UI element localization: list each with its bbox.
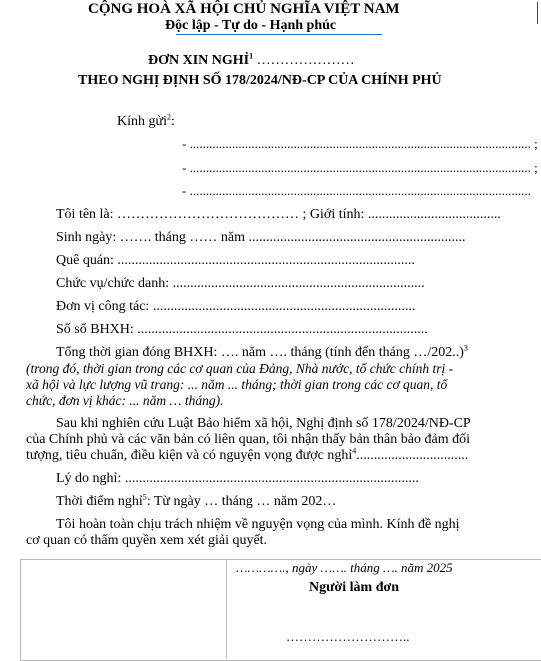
- study-line-3-dots: ................................: [356, 448, 469, 463]
- study-line-1: Sau khi nghiên cứu Luật Bảo hiểm xã hội, Nghị định số 178/2024/NĐ-CP: [56, 416, 471, 431]
- field-hometown: Quê quán: .....................................................................................: [56, 253, 415, 268]
- motto: Độc lập - Tự do - Hạnh phúc: [165, 18, 337, 33]
- form-title-dots: …………………: [253, 53, 355, 68]
- insurance-total-text: Tổng thời gian đóng BHXH: …. năm …. tháng (tính đến tháng …/202..): [56, 345, 464, 360]
- signature-dots: ………………………..: [286, 629, 410, 644]
- recipient-label-text: Kính gửi: [117, 114, 167, 129]
- insurance-detail-2: xã hội và lực lượng vũ trang: ... năm ... tháng; thời gian trong các cơ quan, tổ: [26, 377, 448, 392]
- commitment-line-2: cơ quan có thẩm quyền xem xét giải quyết.: [26, 533, 268, 548]
- study-line-3-text: tượng, tiêu chuẩn, điều kiện và có nguyện vọng được nghỉ: [26, 448, 353, 463]
- signature-table-divider: [226, 559, 227, 659]
- footnote-2: 2: [166, 112, 171, 122]
- study-line-2: của Chính phủ và các văn bản có liên quan, tôi nhận thấy bản thân bảo đảm đối: [26, 432, 470, 447]
- field-position: Chức vụ/chức danh: ........................................................................: [56, 276, 425, 291]
- form-subtitle: THEO NGHỊ ĐỊNH SỐ 178/2024/NĐ-CP CỦA CHÍNH PHỦ: [78, 73, 442, 88]
- field-name-gender: Tôi tên là: ………………………………… ; Giới tính: ......................................: [56, 207, 501, 222]
- insurance-detail-3: chức, đơn vị khác: ... năm … tháng).: [26, 393, 224, 408]
- recipient-line-1: - ......................................................................................................... ;: [182, 136, 538, 151]
- leave-time-label: Thời điểm nghỉ: [56, 494, 143, 509]
- footnote-1: 1: [249, 51, 254, 61]
- insurance-detail-1: (trong đó, thời gian trong các cơ quan của Đảng, Nhà nước, tổ chức chính trị -: [26, 361, 454, 376]
- motto-underline: [176, 34, 382, 35]
- recipient-colon: :: [170, 114, 175, 129]
- footnote-4: 4: [352, 446, 357, 456]
- leave-time: [56, 494, 336, 510]
- study-line-3: [26, 448, 468, 464]
- recipient-line-2: - ......................................................................................................... ;: [182, 160, 538, 175]
- field-birthdate: Sinh ngày: ……. tháng …… năm ..............................................................: [56, 230, 466, 245]
- field-insurance-number: Số sổ BHXH: ...................................................................................: [56, 322, 428, 337]
- field-workplace: Đơn vị công tác: ...........................................................................: [56, 299, 416, 314]
- form-title: [148, 53, 355, 69]
- commitment-line-1: Tôi hoàn toàn chịu trách nhiệm về nguyện vọng của mình. Kính đề nghị: [56, 517, 460, 532]
- leave-reason: Lý do nghỉ: ....................................................................................: [56, 471, 419, 486]
- signature-title: Người làm đơn: [309, 580, 400, 595]
- leave-time-value: : Từ ngày … tháng … năm 202…: [146, 494, 337, 509]
- footnote-3: 3: [463, 343, 468, 353]
- recipient-line-3: - .........................................................................................................: [182, 183, 531, 198]
- right-edge-mark: [537, 2, 538, 24]
- footnote-5: 5: [142, 492, 147, 502]
- insurance-total: [56, 345, 468, 361]
- form-title-text: ĐƠN XIN NGHỈ: [148, 53, 250, 68]
- recipient-label: [117, 114, 175, 130]
- signature-date: …………., ngày ……. tháng …. năm 2025: [236, 560, 453, 575]
- country-title: CỘNG HOÀ XÃ HỘI CHỦ NGHĨA VIỆT NAM: [88, 1, 400, 17]
